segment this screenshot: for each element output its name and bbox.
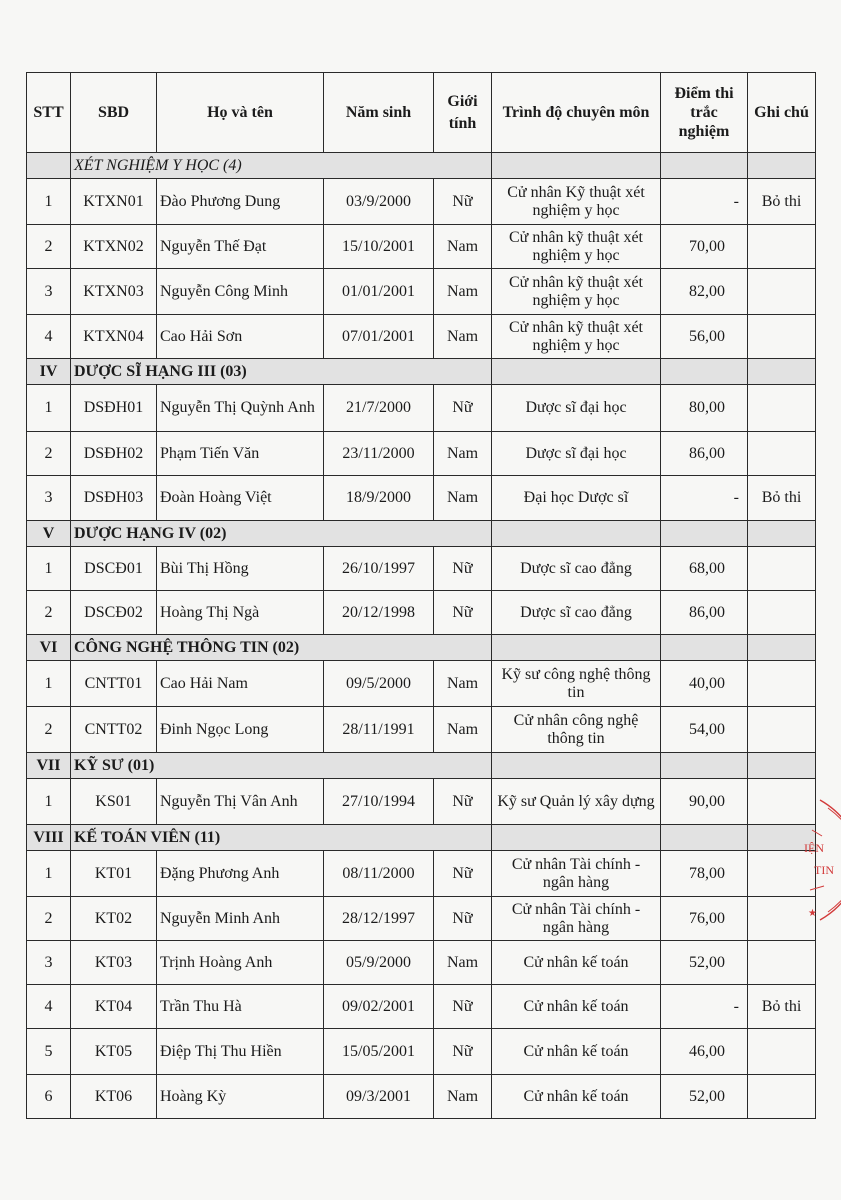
- cell-name: Hoàng Thị Ngà: [157, 591, 324, 635]
- section-title: DƯỢC SĨ HẠNG III (03): [71, 359, 492, 385]
- cell-sbd: KT05: [71, 1029, 157, 1075]
- cell-sbd: KT06: [71, 1075, 157, 1119]
- cell-dob: 23/11/2000: [324, 432, 434, 476]
- cell-note: [748, 432, 816, 476]
- cell-qualification: Cử nhân kỹ thuật xét nghiệm y học: [492, 269, 661, 315]
- cell-qualification: Dược sĩ cao đẳng: [492, 591, 661, 635]
- cell-qualification: Cử nhân kế toán: [492, 1075, 661, 1119]
- section-empty-cell: [492, 825, 661, 851]
- section-header-row: [27, 753, 816, 779]
- cell-qualification: Dược sĩ đại học: [492, 432, 661, 476]
- cell-gender: Nữ: [434, 897, 492, 941]
- cell-name: Nguyễn Thị Vân Anh: [157, 779, 324, 825]
- cell-score: -: [661, 985, 748, 1029]
- cell-dob: 08/11/2000: [324, 851, 434, 897]
- table-row: [27, 432, 816, 476]
- cell-dob: 28/11/1991: [324, 707, 434, 753]
- cell-note: Bỏ thi: [748, 985, 816, 1029]
- section-empty-cell: [748, 153, 816, 179]
- cell-sbd: KS01: [71, 779, 157, 825]
- header-score: Điểm thi trắc nghiệm: [661, 73, 748, 153]
- table-body: [27, 153, 816, 1119]
- cell-sbd: DSĐH01: [71, 385, 157, 432]
- section-title: CÔNG NGHỆ THÔNG TIN (02): [71, 635, 492, 661]
- svg-text:IỆN: IỆN: [804, 841, 824, 855]
- cell-dob: 09/3/2001: [324, 1075, 434, 1119]
- cell-score: 86,00: [661, 432, 748, 476]
- section-header-row: [27, 825, 816, 851]
- section-number: V: [27, 521, 71, 547]
- cell-dob: 28/12/1997: [324, 897, 434, 941]
- cell-stt: 1: [27, 779, 71, 825]
- section-number: VII: [27, 753, 71, 779]
- cell-note: [748, 1075, 816, 1119]
- cell-dob: 03/9/2000: [324, 179, 434, 225]
- section-empty-cell: [661, 521, 748, 547]
- cell-note: [748, 315, 816, 359]
- section-title: DƯỢC HẠNG IV (02): [71, 521, 492, 547]
- cell-stt: 1: [27, 661, 71, 707]
- header-dob: Năm sinh: [324, 73, 434, 153]
- cell-score: 86,00: [661, 591, 748, 635]
- cell-sbd: CNTT02: [71, 707, 157, 753]
- cell-score: 52,00: [661, 1075, 748, 1119]
- cell-name: Điệp Thị Thu Hiền: [157, 1029, 324, 1075]
- cell-sbd: KTXN01: [71, 179, 157, 225]
- table-row: [27, 941, 816, 985]
- cell-qualification: Cử nhân công nghệ thông tin: [492, 707, 661, 753]
- section-title: KẾ TOÁN VIÊN (11): [71, 825, 492, 851]
- section-empty-cell: [492, 753, 661, 779]
- cell-sbd: DSCĐ02: [71, 591, 157, 635]
- candidate-score-table: [26, 72, 816, 1119]
- cell-dob: 15/10/2001: [324, 225, 434, 269]
- section-header-row: [27, 521, 816, 547]
- section-header-row: [27, 635, 816, 661]
- section-empty-cell: [492, 359, 661, 385]
- cell-gender: Nữ: [434, 179, 492, 225]
- cell-note: [748, 591, 816, 635]
- cell-note: [748, 225, 816, 269]
- table-row: [27, 779, 816, 825]
- cell-dob: 01/01/2001: [324, 269, 434, 315]
- cell-stt: 1: [27, 547, 71, 591]
- cell-note: [748, 269, 816, 315]
- cell-sbd: CNTT01: [71, 661, 157, 707]
- cell-gender: Nữ: [434, 985, 492, 1029]
- cell-sbd: DSĐH02: [71, 432, 157, 476]
- cell-score: -: [661, 476, 748, 521]
- cell-stt: 4: [27, 985, 71, 1029]
- cell-gender: Nữ: [434, 1029, 492, 1075]
- cell-dob: 20/12/1998: [324, 591, 434, 635]
- cell-qualification: Cử nhân kế toán: [492, 941, 661, 985]
- cell-qualification: Kỹ sư Quản lý xây dựng: [492, 779, 661, 825]
- cell-score: -: [661, 179, 748, 225]
- cell-qualification: Cử nhân Tài chính - ngân hàng: [492, 897, 661, 941]
- cell-note: [748, 1029, 816, 1075]
- cell-stt: 1: [27, 179, 71, 225]
- section-empty-cell: [492, 521, 661, 547]
- table-row: [27, 385, 816, 432]
- cell-qualification: Cử nhân kế toán: [492, 1029, 661, 1075]
- cell-qualification: Đại học Dược sĩ: [492, 476, 661, 521]
- section-empty-cell: [748, 753, 816, 779]
- cell-gender: Nữ: [434, 385, 492, 432]
- table-row: [27, 1075, 816, 1119]
- section-number: IV: [27, 359, 71, 385]
- cell-score: 52,00: [661, 941, 748, 985]
- cell-gender: Nữ: [434, 851, 492, 897]
- cell-name: Nguyễn Thị Quỳnh Anh: [157, 385, 324, 432]
- header-gender: Giới tính: [434, 73, 492, 153]
- cell-qualification: Kỹ sư công nghệ thông tin: [492, 661, 661, 707]
- cell-sbd: KT04: [71, 985, 157, 1029]
- cell-dob: 09/02/2001: [324, 985, 434, 1029]
- cell-note: Bỏ thi: [748, 476, 816, 521]
- svg-text:TIN: TIN: [814, 863, 834, 877]
- cell-gender: Nam: [434, 1075, 492, 1119]
- cell-note: [748, 941, 816, 985]
- cell-name: Hoàng Kỳ: [157, 1075, 324, 1119]
- table-row: [27, 707, 816, 753]
- header-row: [27, 73, 816, 153]
- table-row: [27, 1029, 816, 1075]
- cell-gender: Nam: [434, 432, 492, 476]
- header-qualification: Trình độ chuyên môn: [492, 73, 661, 153]
- section-empty-cell: [661, 825, 748, 851]
- cell-stt: 1: [27, 851, 71, 897]
- cell-score: 80,00: [661, 385, 748, 432]
- cell-qualification: Cử nhân kế toán: [492, 985, 661, 1029]
- section-number: VIII: [27, 825, 71, 851]
- section-header-row: [27, 153, 816, 179]
- cell-qualification: Cử nhân Kỹ thuật xét nghiệm y học: [492, 179, 661, 225]
- cell-gender: Nam: [434, 707, 492, 753]
- header-note: Ghi chú: [748, 73, 816, 153]
- table-row: [27, 591, 816, 635]
- cell-dob: 09/5/2000: [324, 661, 434, 707]
- cell-note: [748, 661, 816, 707]
- section-empty-cell: [661, 359, 748, 385]
- section-empty-cell: [492, 635, 661, 661]
- cell-score: 46,00: [661, 1029, 748, 1075]
- cell-sbd: KTXN03: [71, 269, 157, 315]
- cell-stt: 4: [27, 315, 71, 359]
- cell-dob: 27/10/1994: [324, 779, 434, 825]
- cell-name: Trần Thu Hà: [157, 985, 324, 1029]
- red-seal-stamp: [800, 790, 841, 930]
- cell-qualification: Cử nhân Tài chính - ngân hàng: [492, 851, 661, 897]
- cell-note: [748, 385, 816, 432]
- cell-sbd: KT03: [71, 941, 157, 985]
- table-row: [27, 269, 816, 315]
- cell-name: Trịnh Hoàng Anh: [157, 941, 324, 985]
- cell-name: Đoàn Hoàng Việt: [157, 476, 324, 521]
- cell-stt: 3: [27, 269, 71, 315]
- cell-sbd: KT02: [71, 897, 157, 941]
- cell-gender: Nam: [434, 225, 492, 269]
- cell-score: 54,00: [661, 707, 748, 753]
- cell-score: 76,00: [661, 897, 748, 941]
- cell-name: Đào Phương Dung: [157, 179, 324, 225]
- table-row: [27, 897, 816, 941]
- cell-dob: 21/7/2000: [324, 385, 434, 432]
- cell-sbd: KTXN04: [71, 315, 157, 359]
- table-row: [27, 851, 816, 897]
- cell-stt: 1: [27, 385, 71, 432]
- cell-name: Nguyễn Minh Anh: [157, 897, 324, 941]
- cell-name: Nguyễn Thế Đạt: [157, 225, 324, 269]
- cell-gender: Nữ: [434, 547, 492, 591]
- cell-name: Phạm Tiến Văn: [157, 432, 324, 476]
- cell-score: 70,00: [661, 225, 748, 269]
- cell-gender: Nam: [434, 269, 492, 315]
- section-title: KỸ SƯ (01): [71, 753, 492, 779]
- cell-score: 82,00: [661, 269, 748, 315]
- table-row: [27, 547, 816, 591]
- header-stt: STT: [27, 73, 71, 153]
- header-sbd: SBD: [71, 73, 157, 153]
- section-empty-cell: [661, 635, 748, 661]
- cell-gender: Nam: [434, 476, 492, 521]
- cell-dob: 05/9/2000: [324, 941, 434, 985]
- cell-dob: 26/10/1997: [324, 547, 434, 591]
- cell-stt: 2: [27, 225, 71, 269]
- cell-sbd: KT01: [71, 851, 157, 897]
- header-name: Họ và tên: [157, 73, 324, 153]
- section-empty-cell: [748, 521, 816, 547]
- cell-score: 90,00: [661, 779, 748, 825]
- section-empty-cell: [748, 359, 816, 385]
- cell-gender: Nam: [434, 941, 492, 985]
- cell-stt: 6: [27, 1075, 71, 1119]
- table-row: [27, 476, 816, 521]
- cell-note: Bỏ thi: [748, 179, 816, 225]
- cell-stt: 2: [27, 897, 71, 941]
- section-empty-cell: [661, 753, 748, 779]
- cell-stt: 2: [27, 432, 71, 476]
- cell-name: Nguyễn Công Minh: [157, 269, 324, 315]
- table-row: [27, 179, 816, 225]
- cell-score: 78,00: [661, 851, 748, 897]
- cell-stt: 2: [27, 591, 71, 635]
- cell-name: Bùi Thị Hồng: [157, 547, 324, 591]
- cell-dob: 15/05/2001: [324, 1029, 434, 1075]
- section-empty-cell: [748, 635, 816, 661]
- cell-sbd: KTXN02: [71, 225, 157, 269]
- cell-sbd: DSCĐ01: [71, 547, 157, 591]
- section-title: XÉT NGHIỆM Y HỌC (4): [71, 153, 492, 179]
- cell-dob: 07/01/2001: [324, 315, 434, 359]
- cell-qualification: Cử nhân kỹ thuật xét nghiệm y học: [492, 315, 661, 359]
- cell-dob: 18/9/2000: [324, 476, 434, 521]
- section-empty-cell: [492, 153, 661, 179]
- cell-stt: 2: [27, 707, 71, 753]
- cell-qualification: Dược sĩ đại học: [492, 385, 661, 432]
- cell-stt: 5: [27, 1029, 71, 1075]
- cell-note: [748, 707, 816, 753]
- cell-gender: Nữ: [434, 591, 492, 635]
- cell-stt: 3: [27, 941, 71, 985]
- table-row: [27, 315, 816, 359]
- cell-name: Cao Hải Nam: [157, 661, 324, 707]
- cell-score: 68,00: [661, 547, 748, 591]
- cell-qualification: Dược sĩ cao đẳng: [492, 547, 661, 591]
- section-empty-cell: [661, 153, 748, 179]
- svg-text:★: ★: [808, 908, 817, 919]
- table-row: [27, 985, 816, 1029]
- section-header-row: [27, 359, 816, 385]
- cell-stt: 3: [27, 476, 71, 521]
- cell-note: [748, 547, 816, 591]
- section-number: VI: [27, 635, 71, 661]
- cell-name: Đặng Phương Anh: [157, 851, 324, 897]
- cell-gender: Nam: [434, 315, 492, 359]
- cell-sbd: DSĐH03: [71, 476, 157, 521]
- cell-gender: Nam: [434, 661, 492, 707]
- cell-gender: Nữ: [434, 779, 492, 825]
- cell-score: 56,00: [661, 315, 748, 359]
- cell-qualification: Cử nhân kỹ thuật xét nghiệm y học: [492, 225, 661, 269]
- section-number: [27, 153, 71, 179]
- cell-name: Cao Hải Sơn: [157, 315, 324, 359]
- table-row: [27, 225, 816, 269]
- cell-score: 40,00: [661, 661, 748, 707]
- table-row: [27, 661, 816, 707]
- cell-name: Đinh Ngọc Long: [157, 707, 324, 753]
